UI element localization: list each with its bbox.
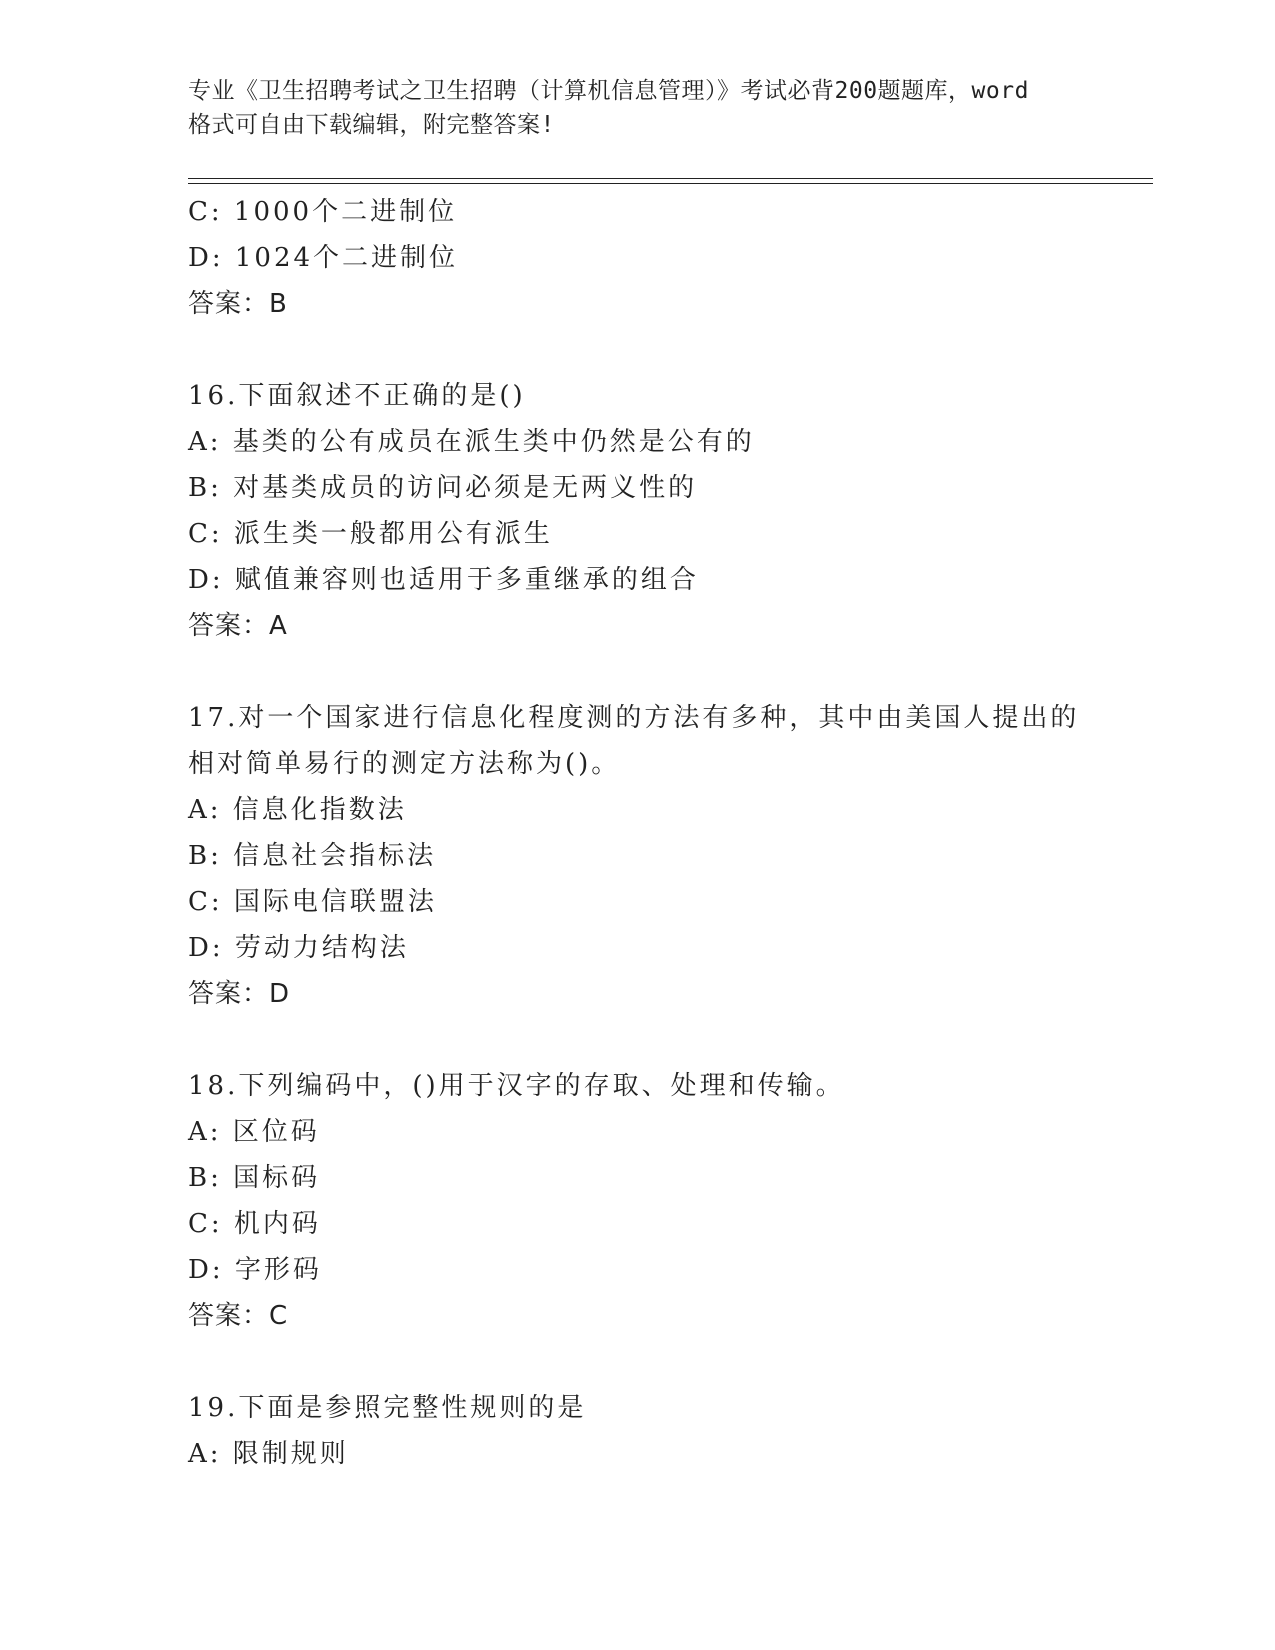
question-17-option-a: A: 信息化指数法 [188,795,407,825]
question-16-answer: 答案：A [188,611,288,641]
question-17-stem-line-1: 17.对一个国家进行信息化程度测的方法有多种，其中由美国人提出的 [188,703,1080,733]
question-18-option-a: A: 区位码 [188,1117,320,1147]
question-19-option-a: A: 限制规则 [188,1439,349,1469]
question-16-option-a: A: 基类的公有成员在派生类中仍然是公有的 [188,427,755,457]
spacer [188,327,1153,373]
question-18-option-b: B: 国标码 [188,1163,321,1193]
spacer [188,649,1153,695]
question-17-answer: 答案：D [188,979,291,1009]
header-line-2: 格式可自由下载编辑，附完整答案! [188,112,555,138]
question-17-option-c: C: 国际电信联盟法 [188,887,437,917]
spacer [188,1339,1153,1385]
header-divider-top [188,178,1153,179]
question-19-stem: 19.下面是参照完整性规则的是 [188,1393,587,1423]
question-16-option-c: C: 派生类一般都用公有派生 [188,519,553,549]
question-18-stem: 18.下列编码中，()用于汉字的存取、处理和传输。 [188,1071,845,1101]
question-18-option-c: C: 机内码 [188,1209,321,1239]
question-16-stem: 16.下面叙述不正确的是() [188,381,526,411]
question-18-answer: 答案：C [188,1301,289,1331]
question-17-option-b: B: 信息社会指标法 [188,841,437,871]
question-16-option-b: B: 对基类成员的访问必须是无两义性的 [188,473,698,503]
header-line-1: 专业《卫生招聘考试之卫生招聘（计算机信息管理）》考试必背200题题库，word [188,78,1029,104]
prev-answer: 答案：B [188,289,288,319]
prev-option-d: D: 1024个二进制位 [188,243,459,273]
header-divider-bottom [188,183,1153,184]
question-18-option-d: D: 字形码 [188,1255,322,1285]
document-header [188,74,1088,142]
question-list [188,189,1153,1477]
question-17-stem-line-2: 相对简单易行的测定方法称为()。 [188,749,621,779]
question-16-option-d: D: 赋值兼容则也适用于多重继承的组合 [188,565,699,595]
spacer [188,1017,1153,1063]
question-17-option-d: D: 劳动力结构法 [188,933,409,963]
prev-option-c: C: 1000个二进制位 [188,197,458,227]
